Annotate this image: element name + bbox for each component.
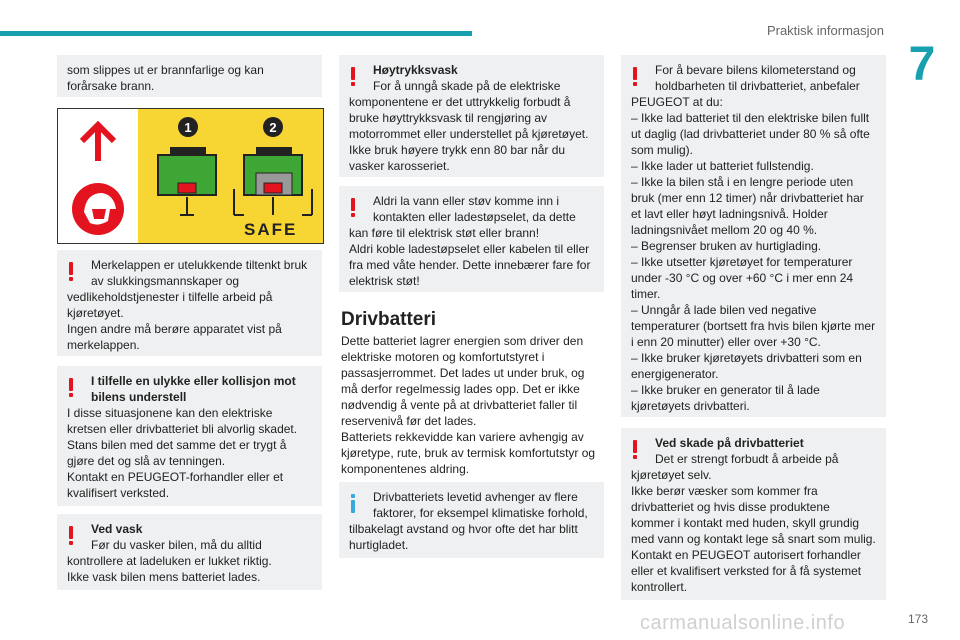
warning-icon — [351, 67, 356, 86]
recommendation-line: – Ikke bruker en generator til å lade kjøretøyets drivbatteri. — [631, 383, 820, 413]
accident-text-1: I disse situasjonene kan den elektriske kretsen eller drivbatteriet bli alvorlig skadet. — [67, 406, 298, 436]
water-text-rest: kan føre til elektrisk støt eller brann! — [349, 226, 540, 240]
warning-icon — [351, 198, 356, 217]
recommendation-line: – Ikke bruker kjøretøyets drivbatteri som en energigenerator. — [631, 351, 862, 381]
drivbatteri-body — [341, 333, 603, 477]
highpressure-text-rest2: Ikke bruk høyere trykk enn 80 bar når du vasker karosseriet. — [349, 143, 566, 173]
warning-box-damage — [621, 428, 886, 600]
recommendation-line: PEUGEOT at du: — [631, 95, 723, 109]
warning-icon — [69, 262, 74, 281]
safe-label: SAFE — [244, 220, 298, 239]
warning-text-rest: vedlikeholdstjenester i tilfelle arbeid på kjøretøyet. — [67, 290, 273, 320]
washing-text-first: Før du vasker bilen, må du alltid — [91, 538, 262, 552]
recommendation-line: – Ikke lad batteriet til den elektriske bilen fullt ut daglig (lad drivbatteriet under 80 % så ofte som mulig). — [631, 111, 870, 157]
damage-text-rest: kjøretøyet selv. — [631, 468, 712, 482]
warning-box-washing — [57, 514, 322, 590]
header-accent-bar — [0, 31, 472, 36]
safety-label-image — [57, 108, 324, 244]
label-number-2: 2 — [269, 120, 277, 135]
washing-text-rest: kontrollere at ladeluken er lukket riktig. — [67, 554, 272, 568]
chapter-number: 7 — [908, 38, 936, 91]
info-icon — [351, 494, 356, 513]
damage-text-rest3: Kontakt en PEUGEOT autorisert forhandler eller et kvalifisert verksted for å få systemet kontrollert. — [631, 548, 862, 594]
highpressure-text-first: For å unngå skade på de elektriske — [373, 79, 561, 93]
warning-box-water — [339, 186, 604, 292]
warning-title-washing: Ved vask — [91, 522, 143, 536]
lifetime-text-rest: tilbakelagt avstand og hvor ofte det har blitt hurtigladet. — [349, 522, 578, 552]
warning-title-accident: I tilfelle en ulykke eller kollisjon mot bilens understell — [91, 374, 296, 404]
highpressure-text-rest: komponentene er det uttrykkelig forbudt å bruke høyttrykksvask til rengjøring av motorrommet eller understellet på kjøretøyet. — [349, 95, 589, 141]
warning-title-damage: Ved skade på drivbatteriet — [655, 436, 804, 450]
continued-note-text: som slippes ut er brannfarlige og kan forårsake brann. — [67, 63, 264, 93]
recommendation-line: – Ikke la bilen stå i en lengre periode uten bruk (mer enn 12 timer) når drivbatteriet har et lavt eller høyt ladningsnivå. Holder ladningsnivået mellom 20 og 40 %. — [631, 175, 864, 237]
warning-text-rest2: Ingen andre må berøre apparatet vist på merkelappen. — [67, 322, 282, 352]
drivbatteri-paragraph-2: Batteriets rekkevidde kan variere avhengig av kjøretype, rute, bruk av termisk komfortutstyr og komponentenes aldring. — [341, 430, 596, 476]
warning-box-highpressure — [339, 55, 604, 177]
watermark: carmanualsonline.info — [640, 612, 846, 634]
washing-text-rest2: Ikke vask bilen mens batteriet lades. — [67, 570, 261, 584]
heading-drivbatteri: Drivbatteri — [341, 309, 437, 330]
safety-label-graphic — [58, 109, 324, 244]
warning-icon — [633, 67, 638, 86]
recommendations-text-first: For å bevare bilens kilometerstand og holdbarheten til drivbatteriet, anbefaler — [655, 63, 860, 93]
water-text-rest2: Aldri koble ladestøpselet eller kabelen til eller fra med våte hender. Dette innebærer fare for elektrisk støt! — [349, 242, 591, 288]
warning-icon — [69, 526, 74, 545]
warning-title-highpressure: Høytrykksvask — [373, 63, 458, 77]
damage-text-rest2: Ikke berør væsker som kommer fra drivbatteriet og hvis disse produktene kommer i kontakt med huden, skyll grundig med vann og kontakt lege så snart som mulig. — [631, 484, 876, 546]
lifetime-text-first: Drivbatteriets levetid avhenger av flere faktorer, for eksempel klimatiske forhold, — [373, 490, 588, 520]
warning-box-recommendations — [621, 55, 886, 417]
warning-box-label — [57, 250, 322, 356]
drivbatteri-paragraph-1: Dette batteriet lagrer energien som driver den elektriske motoren og komfortutstyret i passasjerrommet. Det lades ut under bruk, og må derfor regelmessig lades opp. Det er ikke nødvendig å vente på at drivbatteriet faller til reservenivå før det lades. — [341, 334, 585, 428]
water-text-first: Aldri la vann eller støv komme inn i kontakten eller ladestøpselet, da dette — [373, 194, 576, 224]
recommendation-line: – Ikke lader ut batteriet fullstendig. — [631, 159, 814, 173]
firefighter-icon — [72, 183, 124, 235]
recommendation-line: – Ikke utsetter kjøretøyet for temperaturer under -30 °C og over +60 °C i mer enn 24 timer. — [631, 255, 854, 301]
label-number-1: 1 — [184, 120, 192, 135]
accident-text-3: Kontakt en PEUGEOT-forhandler eller et kvalifisert verksted. — [67, 470, 284, 500]
warning-text-first: Merkelappen er utelukkende tiltenkt bruk av slukkingsmannskaper og — [91, 258, 308, 288]
damage-text-first: Det er strengt forbudt å arbeide på — [655, 452, 839, 466]
info-box-lifetime — [339, 482, 604, 558]
warning-icon — [633, 440, 638, 459]
recommendation-line: – Unngår å lade bilen ved negative temperaturer (bortsett fra hvis bilen kjørte mer i enn 20 minutter) eller over +30 °C. — [631, 303, 876, 349]
section-title: Praktisk informasjon — [766, 23, 884, 38]
continued-note-box — [57, 55, 322, 97]
page-number: 173 — [907, 612, 928, 626]
warning-box-accident — [57, 366, 322, 506]
warning-icon — [69, 378, 74, 397]
accident-text-2: Stans bilen med det samme det er trygt å gjøre det og slå av tenningen. — [67, 438, 287, 468]
recommendation-line: – Begrenser bruken av hurtiglading. — [631, 239, 822, 253]
